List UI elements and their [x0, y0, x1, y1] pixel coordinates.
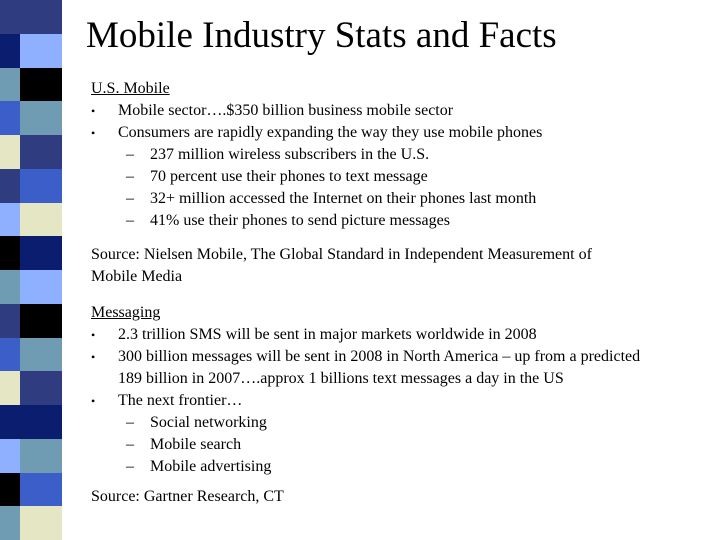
dash-marker: – — [126, 168, 134, 185]
bullet-marker: • — [91, 126, 96, 140]
slide-body — [91, 78, 713, 508]
stripe-block — [0, 169, 20, 203]
dash-marker: – — [126, 212, 134, 229]
sub-bullet-text: 41% use their phones to send picture messages — [150, 212, 450, 229]
bullet-marker: • — [91, 350, 96, 364]
bullet-text: The next frontier… — [118, 392, 243, 409]
stripe-block — [20, 236, 62, 270]
stripe-block — [0, 473, 20, 507]
sub-bullet-text: 237 million wireless subscribers in the U.S. — [150, 146, 430, 163]
source-citation-gartner: Source: Gartner Research, CT — [91, 488, 284, 505]
stripe-block — [0, 371, 20, 405]
stripe-block — [20, 405, 62, 439]
stripe-block — [20, 270, 62, 304]
stripe-block — [20, 439, 62, 473]
stripe-block — [20, 473, 62, 507]
sub-bullet-text: Mobile advertising — [150, 458, 272, 475]
stripe-block — [0, 0, 20, 34]
sub-bullet-item — [91, 210, 713, 232]
dash-marker: – — [126, 146, 134, 163]
stripe-block — [20, 203, 62, 237]
sub-bullet-item — [91, 434, 713, 456]
bullet-item — [91, 100, 713, 122]
stripe-block — [20, 34, 62, 68]
source-line: Source: Nielsen Mobile, The Global Standard in Independent Measurement of — [91, 246, 592, 263]
stripe-block — [0, 270, 20, 304]
stripe-block — [0, 304, 20, 338]
sub-bullet-item — [91, 456, 713, 478]
stripe-block — [20, 506, 62, 540]
stripe-block — [0, 203, 20, 237]
stripe-block — [20, 304, 62, 338]
sub-bullet-item — [91, 188, 713, 210]
bullet-continuation: 189 billion in 2007….approx 1 billions text messages a day in the US — [118, 370, 564, 387]
decorative-color-stripe — [0, 0, 62, 540]
stripe-block — [0, 506, 20, 540]
stripe-block — [20, 169, 62, 203]
source-citation-nielsen — [91, 244, 713, 288]
sub-bullet-text: Social networking — [150, 414, 267, 431]
messaging-heading: Messaging — [91, 304, 161, 321]
sub-bullet-item — [91, 412, 713, 434]
stripe-block — [20, 0, 62, 34]
sub-bullet-item — [91, 144, 713, 166]
sub-bullet-item — [91, 166, 713, 188]
bullet-text: Mobile sector….$350 billion business mobile sector — [118, 102, 454, 119]
stripe-block — [0, 439, 20, 473]
us-mobile-heading: U.S. Mobile — [91, 80, 170, 97]
bullet-marker: • — [91, 394, 96, 408]
stripe-block — [20, 338, 62, 372]
bullet-item — [91, 346, 713, 368]
bullet-marker: • — [91, 328, 96, 342]
dash-marker: – — [126, 436, 134, 453]
messaging-section — [91, 302, 713, 508]
stripe-block — [0, 338, 20, 372]
stripe-block — [0, 135, 20, 169]
bullet-text: 2.3 trillion SMS will be sent in major markets worldwide in 2008 — [118, 326, 537, 343]
stripe-block — [20, 135, 62, 169]
bullet-item — [91, 390, 713, 412]
dash-marker: – — [126, 414, 134, 431]
sub-bullet-text: 32+ million accessed the Internet on their phones last month — [150, 190, 537, 207]
stripe-block — [0, 101, 20, 135]
stripe-block — [0, 34, 20, 68]
bullet-marker: • — [91, 104, 96, 118]
dash-marker: – — [126, 190, 134, 207]
stripe-block — [20, 101, 62, 135]
sub-bullet-text: Mobile search — [150, 436, 242, 453]
stripe-block — [0, 68, 20, 102]
stripe-block — [20, 371, 62, 405]
stripe-block — [20, 68, 62, 102]
source-line: Mobile Media — [91, 268, 183, 285]
bullet-item — [91, 122, 713, 144]
bullet-text: 300 billion messages will be sent in 2008 in North America – up from a predicted — [118, 348, 641, 365]
stripe-block — [0, 236, 20, 270]
bullet-item — [91, 324, 713, 346]
sub-bullet-text: 70 percent use their phones to text message — [150, 168, 428, 185]
bullet-text: Consumers are rapidly expanding the way they use mobile phones — [118, 124, 543, 141]
slide-title: Mobile Industry Stats and Facts — [86, 15, 557, 56]
stripe-block — [0, 405, 20, 439]
dash-marker: – — [126, 458, 134, 475]
